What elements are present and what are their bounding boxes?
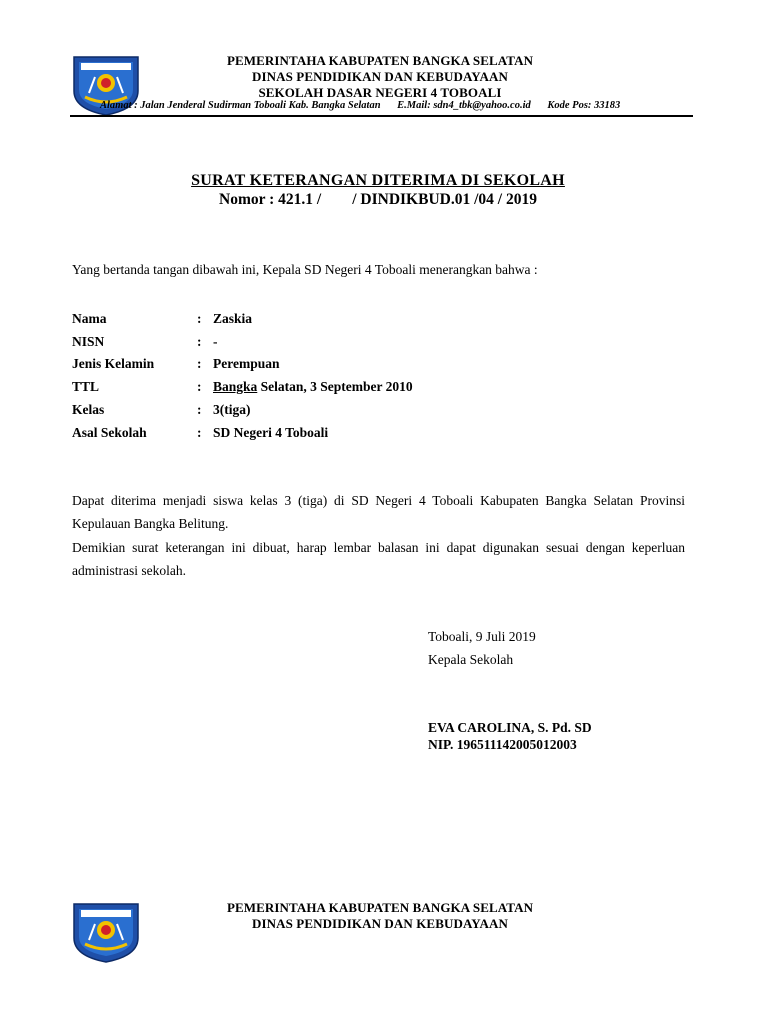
letter-number: Nomor : 421.1 / / DINDIKBUD.01 /04 / 2019 — [219, 191, 537, 208]
field-colon: : — [197, 402, 202, 417]
header-agency-line: DINAS PENDIDIKAN DAN KEBUDAYAAN — [251, 69, 509, 84]
field-value: Zaskia — [213, 311, 253, 326]
ttl-place-part: Bangka — [213, 379, 258, 394]
signature-name: EVA CAROLINA, S. Pd. SD — [428, 720, 592, 735]
field-colon: : — [197, 356, 202, 371]
ttl-date-part: Selatan, 3 September 2010 — [257, 379, 413, 394]
signature-nip: NIP. 196511142005012003 — [428, 737, 577, 752]
field-value: - — [213, 334, 218, 349]
header-school-line: SEKOLAH DASAR NEGERI 4 TOBOALI — [258, 85, 502, 100]
field-label: TTL — [72, 379, 100, 394]
field-label: NISN — [72, 334, 105, 349]
school-crest-logo-page2 — [71, 900, 141, 964]
field-value: Perempuan — [213, 356, 280, 371]
field-label: Asal Sekolah — [72, 425, 147, 440]
page2-header-government-line: PEMERINTAHA KABUPATEN BANGKA SELATAN — [226, 900, 534, 915]
field-label: Nama — [72, 311, 107, 326]
field-value — [213, 379, 413, 395]
field-colon: : — [197, 379, 202, 394]
signature-place-date: Toboali, 9 Juli 2019 — [428, 629, 536, 644]
acceptance-paragraph: Dapat diterima menjadi siswa kelas 3 (tiga) di SD Negeri 4 Toboali Kabupaten Bangka Selatan Provinsi Kepulauan Bangka Belitung. — [72, 493, 685, 531]
email-text: E.Mail: sdn4_tbk@yahoo.co.id — [397, 100, 531, 111]
closing-paragraph: Demikian surat keterangan ini dibuat, harap lembar balasan ini dapat digunakan sesuai dengan keperluan administrasi sekolah. — [72, 540, 685, 578]
page2-header-agency-line: DINAS PENDIDIKAN DAN KEBUDAYAAN — [251, 916, 509, 931]
field-value: SD Negeri 4 Toboali — [213, 425, 329, 440]
letter-title: SURAT KETERANGAN DITERIMA DI SEKOLAH — [191, 172, 565, 189]
field-colon: : — [197, 425, 202, 440]
header-government-line: PEMERINTAHA KABUPATEN BANGKA SELATAN — [226, 53, 534, 68]
field-label: Jenis Kelamin — [72, 356, 155, 371]
field-value: 3(tiga) — [213, 402, 251, 417]
postal-code-text: Kode Pos: 33183 — [547, 100, 621, 111]
field-colon: : — [197, 334, 202, 349]
intro-paragraph: Yang bertanda tangan dibawah ini, Kepala SD Negeri 4 Toboali menerangkan bahwa : — [72, 262, 538, 277]
header-address-line — [100, 100, 700, 111]
header-divider — [70, 115, 693, 117]
field-colon: : — [197, 311, 202, 326]
signature-position: Kepala Sekolah — [428, 652, 514, 667]
address-text: Alamat : Jalan Jenderal Sudirman Toboali Kab. Bangka Selatan — [100, 100, 381, 111]
field-label: Kelas — [72, 402, 105, 417]
